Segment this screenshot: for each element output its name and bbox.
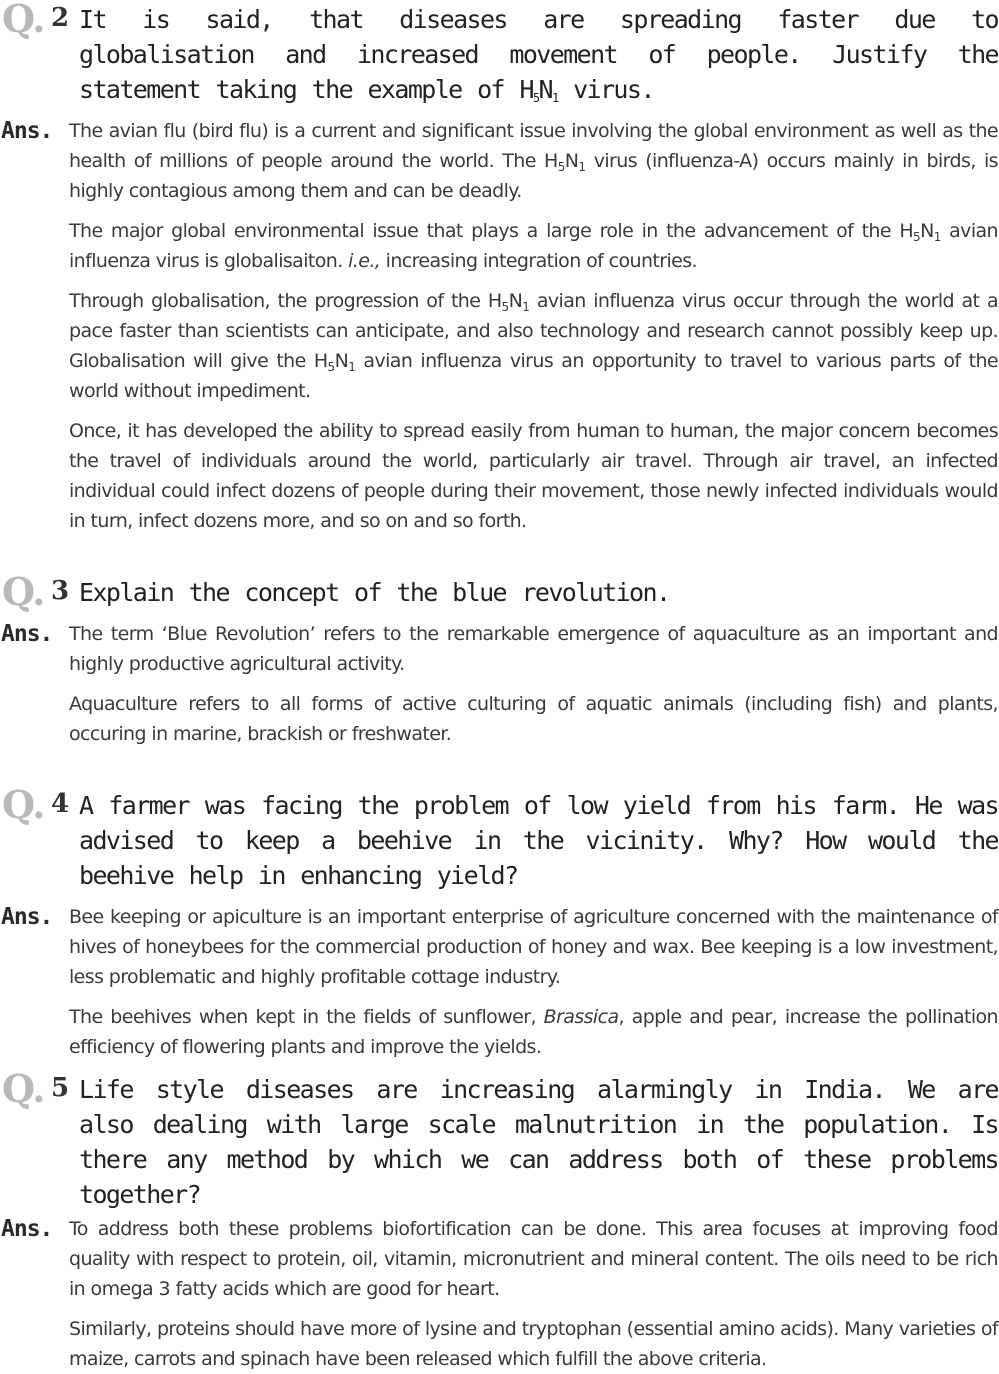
answer-label: Ans. (1, 1216, 53, 1242)
question-text: Explain the concept of the blue revolution. (79, 578, 670, 607)
question-marker: Q. (2, 0, 45, 41)
question-marker: Q. (2, 782, 45, 827)
question-marker: Q. (2, 1066, 45, 1111)
question-number: 2 (51, 3, 70, 33)
question-text: A farmer was facing the problem of low yield from his farm. He was advised to keep a beehive in the vicinity. Why? How would the beehive help in enhancing yield? (79, 791, 998, 890)
answer-paragraph: Through globalisation, the progression of the $H_5N_1$ avian influenza virus occur through the world at a pace faster than scientists can anticipate, and also technology and research cannot possibly keep up. Globalisation will give the $H_5N_1$ avian influenza virus an opportunity to travel to various parts of the world without impediment. (69, 290, 999, 402)
question-number: 4 (51, 789, 70, 819)
question-marker: Q. (2, 569, 45, 614)
answer-paragraph: The major global environmental issue that plays a large role in the advancement of the $H_5N_1$ avian influenza virus is globalisaiton. i.e., increasing integration of countries. (69, 220, 998, 272)
answer-label: Ans. (1, 904, 53, 930)
question-number: 3 (51, 576, 70, 606)
answer-paragraph: The beehives when kept in the fields of sunflower, Brassica, apple and pear, increase the pollination efficiency of flowering plants and improve the yields. (69, 1006, 998, 1058)
answer-paragraph: Once, it has developed the ability to spread easily from human to human, the major concern becomes the travel of individuals around the world, particularly air travel. Through air travel, an infected individual could infect dozens of people during their movement, those newly infected individuals would in turn, infect dozens more, and so on and so forth. (69, 420, 998, 532)
question-text: It is said, that diseases are spreading faster due to globalisation and increased movement of people. Justify the statement taking the example of $H_5N_1$ virus. (79, 5, 998, 105)
answer-label: Ans. (1, 118, 53, 144)
question-text: Life style diseases are increasing alarmingly in India. We are also dealing with large scale malnutrition in the population. Is there any method by which we can address both of these problems together? (79, 1075, 998, 1209)
answer-paragraph: The term ‘Blue Revolution’ refers to the remarkable emergence of aquaculture as an important and highly productive agricultural activity. (69, 623, 998, 675)
answer-label: Ans. (1, 621, 53, 647)
answer-paragraph: The avian flu (bird flu) is a current and significant issue involving the global environment as well as the health of millions of people around the world. The $H_5N_1$ virus (influenza-A) occurs mainly in birds, is highly contagious among them and can be deadly. (69, 120, 998, 202)
answer-paragraph: Bee keeping or apiculture is an important enterprise of agriculture concerned with the maintenance of hives of honeybees for the commercial production of honey and wax. Bee keeping is a low investment, less problematic and highly profitable cottage industry. (69, 906, 998, 988)
answer-paragraph: Similarly, proteins should have more of lysine and tryptophan (essential amino acids). Many varieties of maize, carrots and spinach have been released which fulfill the above criteria. (69, 1318, 998, 1370)
question-number: 5 (51, 1073, 70, 1103)
answer-paragraph: To address both these problems biofortification can be done. This area focuses at improving food quality with respect to protein, oil, vitamin, micronutrient and mineral content. The oils need to be rich in omega 3 fatty acids which are good for heart. (69, 1218, 998, 1300)
answer-paragraph: Aquaculture refers to all forms of active culturing of aquatic animals (including fish) and plants, occuring in marine, brackish or freshwater. (69, 693, 998, 745)
